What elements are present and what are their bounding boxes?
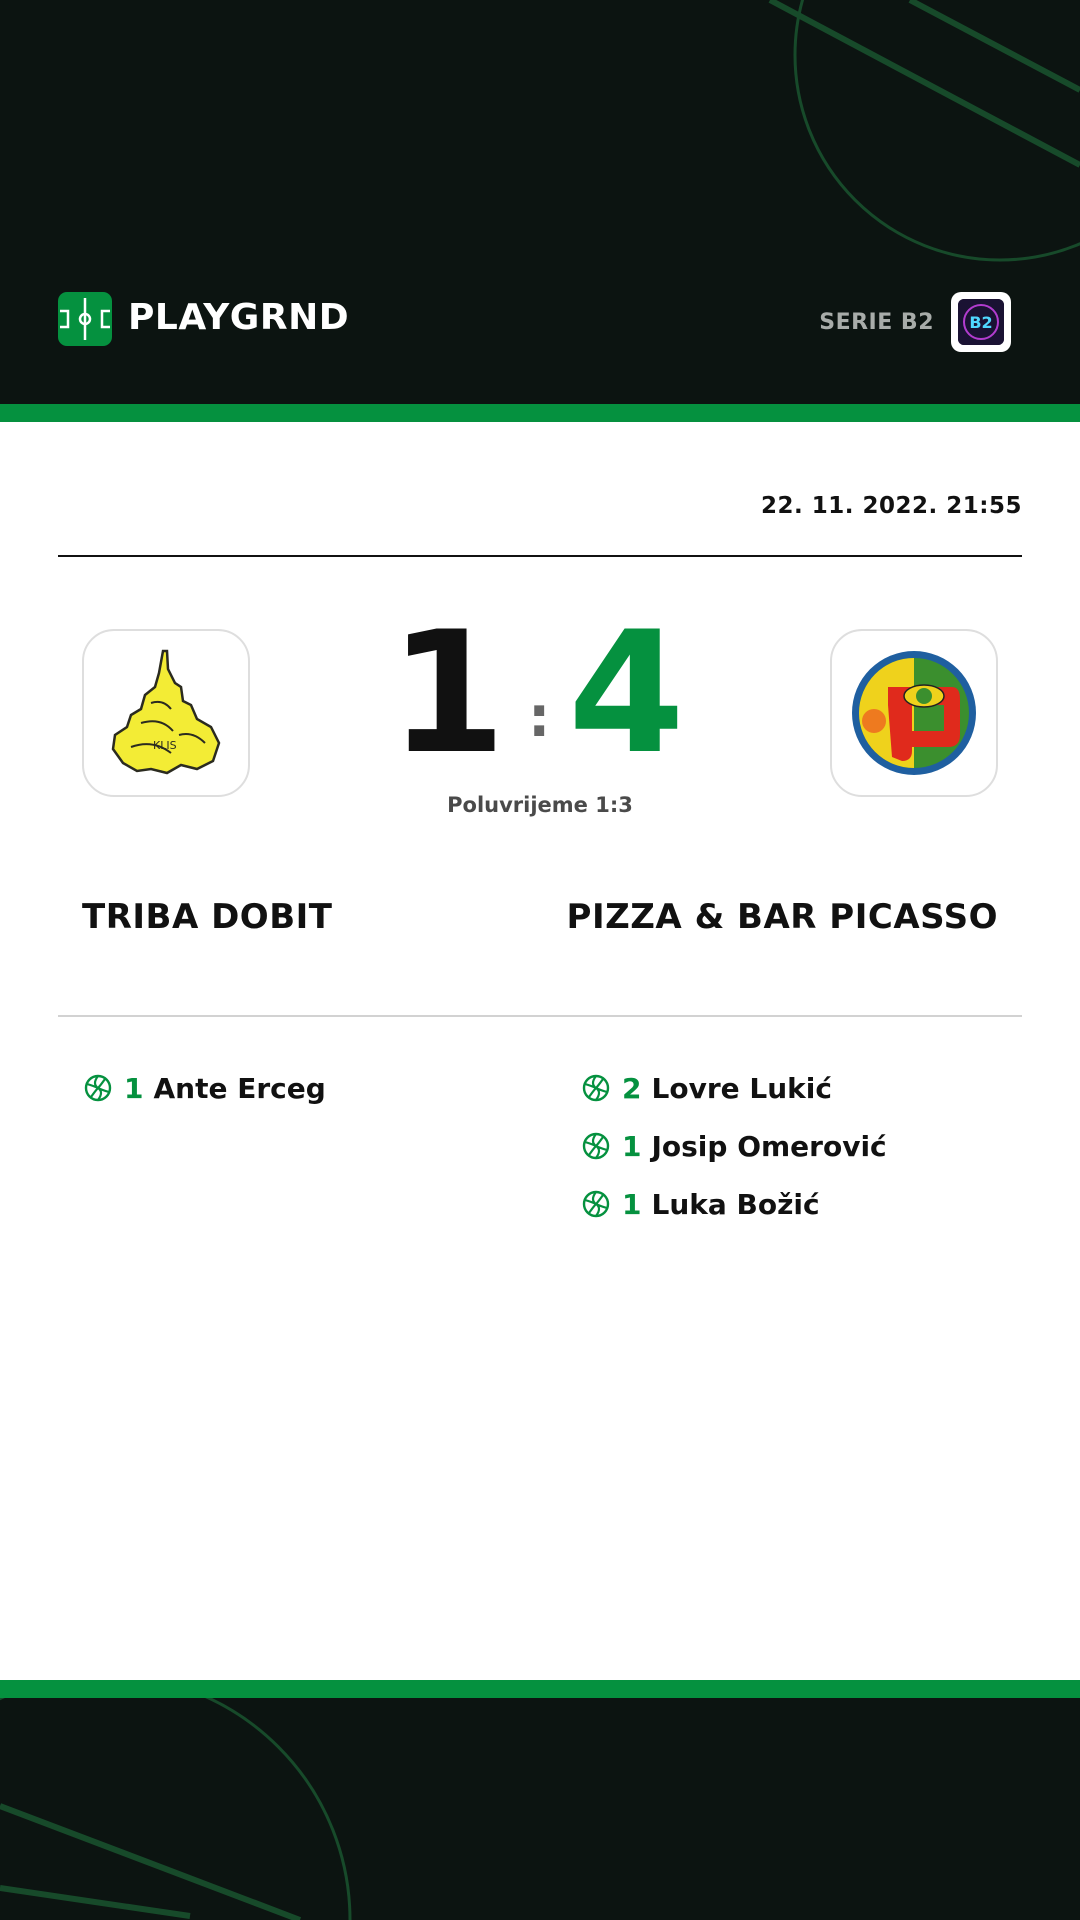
away-scorers-list <box>582 1064 887 1238</box>
away-score: 4 <box>568 595 685 791</box>
goal-count: 2 <box>622 1071 642 1105</box>
ball-icon <box>582 1074 610 1102</box>
halftime-score: Poluvrijeme 1:3 <box>447 793 633 817</box>
home-team-logo <box>82 629 250 797</box>
home-team-name: TRIBA DOBIT <box>82 897 333 937</box>
away-team-name: PIZZA & BAR PICASSO <box>566 897 998 937</box>
header-accent-bar <box>0 404 1080 422</box>
footer <box>0 1698 1080 1920</box>
league-badge <box>951 292 1011 352</box>
divider <box>58 555 1022 557</box>
league-badge-text: B2 <box>969 313 993 332</box>
pitch-icon <box>58 292 112 346</box>
scorer-name: Lovre Lukić <box>651 1071 832 1105</box>
scorer-name: Ante Erceg <box>153 1071 326 1105</box>
scorer-item <box>582 1180 887 1228</box>
fortress-crest-icon <box>101 643 231 783</box>
divider <box>58 1015 1022 1017</box>
brand-logo <box>58 292 112 346</box>
home-logo-text: KLIS <box>153 739 177 752</box>
match-datetime: 22. 11. 2022. 21:55 <box>761 493 1022 519</box>
score-separator: : <box>528 685 551 750</box>
header <box>0 0 1080 404</box>
picasso-crest-icon <box>848 647 980 779</box>
brand-name: PLAYGRND <box>128 297 350 338</box>
ball-icon <box>84 1074 112 1102</box>
pitch-lines-decoration <box>0 0 1080 404</box>
scorer-item <box>84 1064 326 1112</box>
home-score: 1 <box>389 595 506 791</box>
home-scorers-list <box>84 1064 326 1122</box>
scorer-item <box>582 1122 887 1170</box>
league-logo-icon <box>958 299 1004 345</box>
goal-count: 1 <box>622 1129 642 1163</box>
scorer-item <box>582 1064 887 1112</box>
footer-accent-bar <box>0 1680 1080 1698</box>
goal-count: 1 <box>622 1187 642 1221</box>
league-name: SERIE B2 <box>819 310 934 335</box>
scorer-name: Josip Omerović <box>651 1129 887 1163</box>
pitch-lines-decoration <box>0 1698 1080 1920</box>
ball-icon <box>582 1132 610 1160</box>
ball-icon <box>582 1190 610 1218</box>
scorer-name: Luka Božić <box>651 1187 820 1221</box>
away-team-logo <box>830 629 998 797</box>
goal-count: 1 <box>124 1071 144 1105</box>
